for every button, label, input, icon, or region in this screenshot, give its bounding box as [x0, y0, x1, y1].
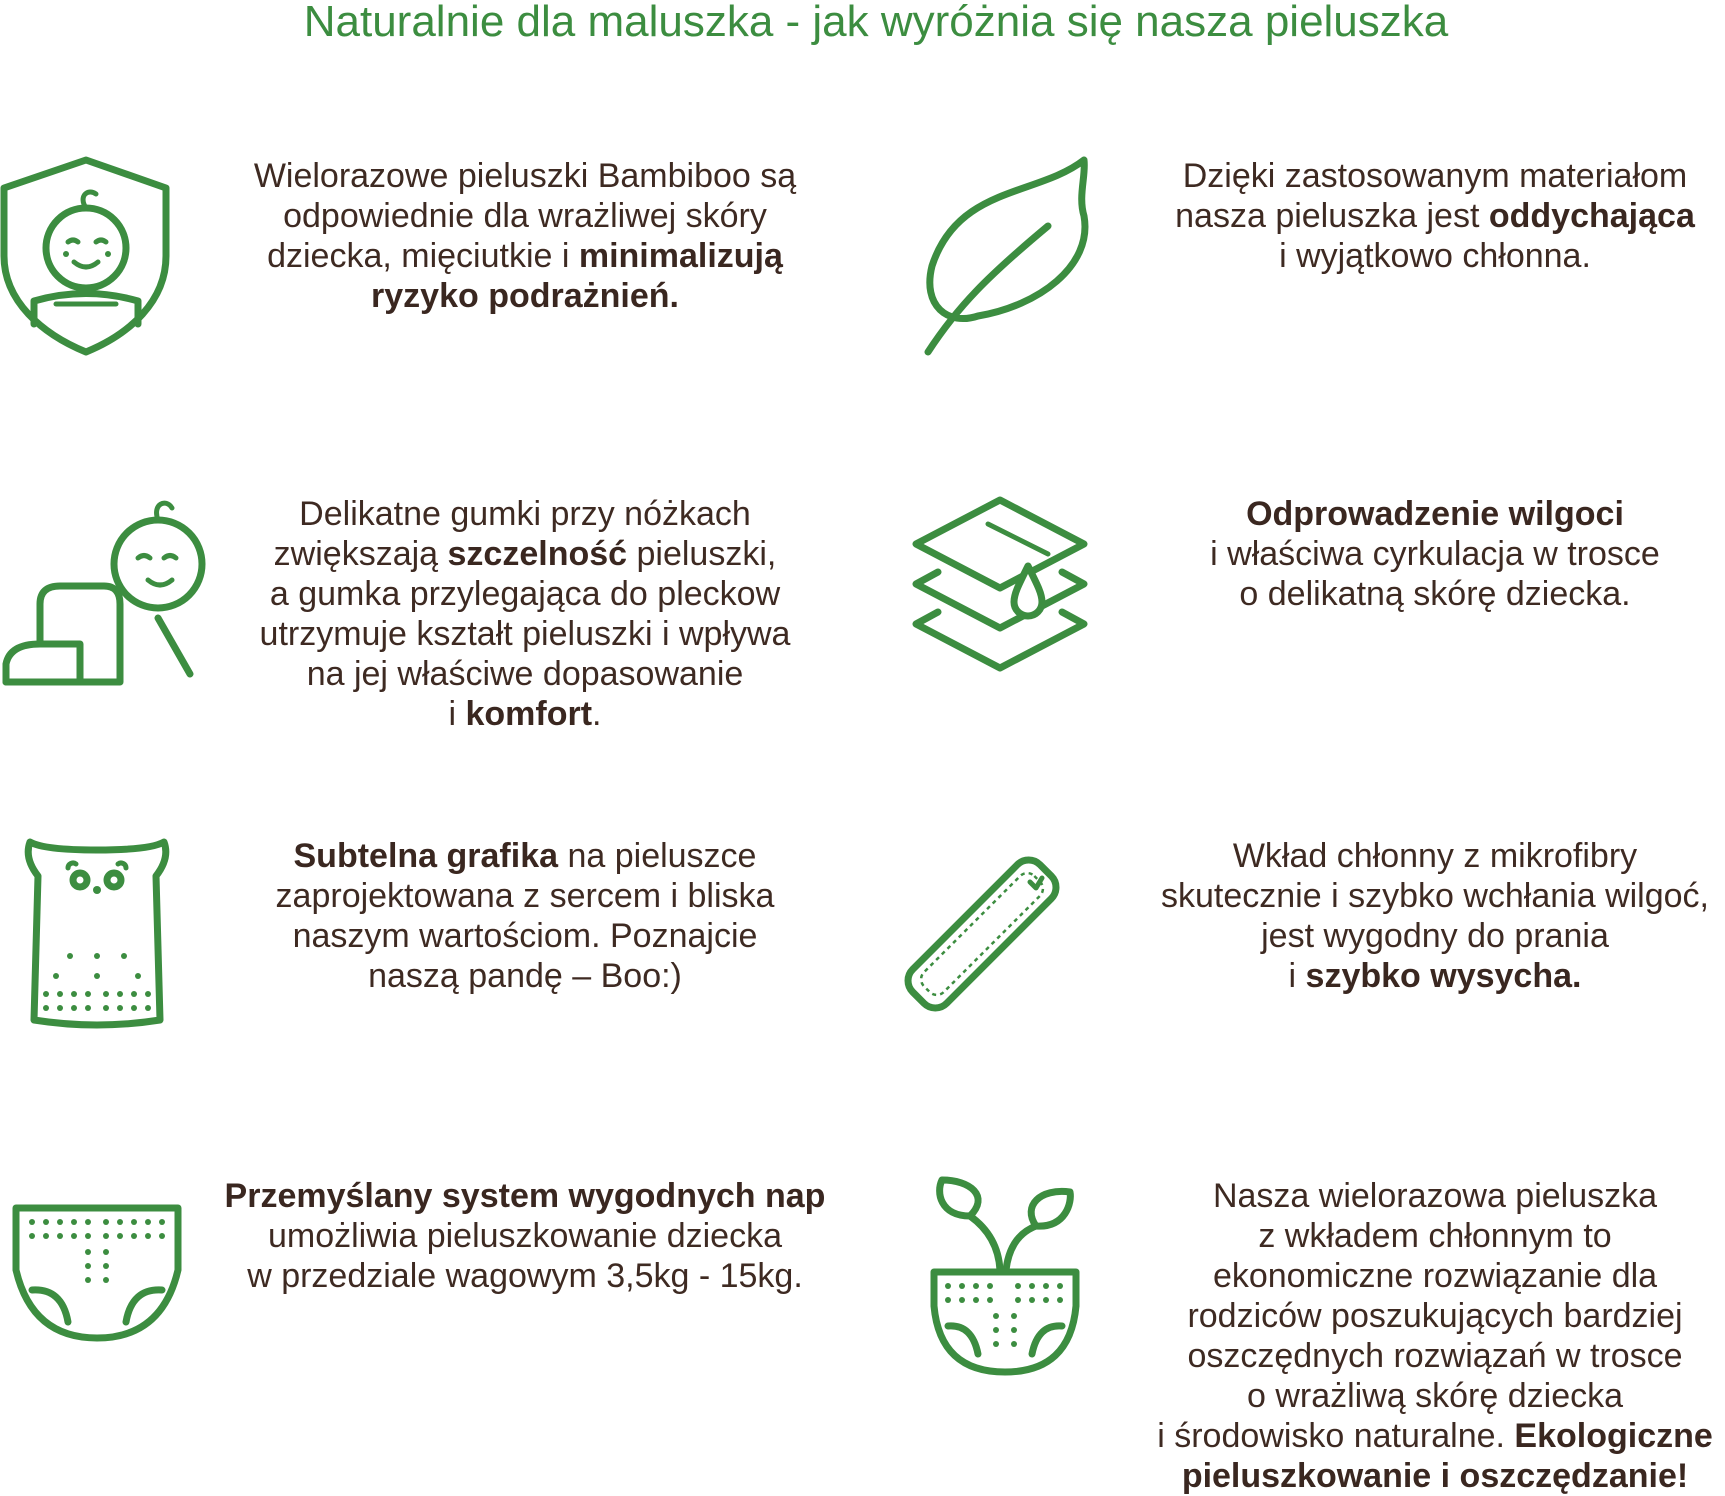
feature-line — [200, 956, 850, 996]
feature-text-2 — [200, 494, 850, 734]
text-segment: zwiększają — [273, 535, 448, 573]
baby-shield-icon — [0, 156, 172, 356]
text-segment: Delikatne gumki przy nóżkach — [299, 495, 751, 533]
feature-line — [200, 276, 850, 316]
bold-text: Przemyślany system wygodnych nap — [224, 1177, 826, 1215]
feature-line — [1110, 916, 1725, 956]
snap-diaper-icon — [12, 1204, 182, 1342]
text-segment: zaprojektowana z sercem i bliska — [275, 877, 775, 915]
feature-text-6 — [200, 1176, 850, 1296]
feature-line — [1110, 1176, 1725, 1216]
text-segment: Nasza wielorazowa pieluszka — [1212, 1177, 1658, 1215]
bold-text: szczelność — [447, 535, 628, 573]
feature-line — [200, 494, 850, 534]
text-segment: dziecka, mięciutkie i — [267, 237, 579, 275]
text-segment: i wyjątkowo chłonna. — [1279, 237, 1591, 275]
bold-text: pieluszkowanie i oszczędzanie! — [1181, 1457, 1689, 1495]
crawling-baby-icon — [0, 494, 206, 694]
layers-drop-icon — [908, 494, 1092, 674]
text-segment: z wkładem chłonnym to — [1258, 1217, 1612, 1255]
bold-text: oddychająca — [1488, 197, 1695, 235]
feature-line — [200, 1216, 850, 1256]
text-segment: o delikatną skórę dziecka. — [1239, 575, 1631, 613]
feature-text-1 — [1110, 156, 1725, 276]
feature-line — [1110, 156, 1725, 196]
text-segment: jest wygodny do prania — [1261, 917, 1609, 955]
feature-text-0 — [200, 156, 850, 316]
feature-text-5 — [1110, 836, 1725, 996]
feature-line — [1110, 1416, 1725, 1456]
text-segment: umożliwia pieluszkowanie dziecka — [267, 1217, 783, 1255]
text-segment: o wrażliwą skórę dziecka — [1246, 1377, 1624, 1415]
text-segment: a gumka przylegająca do pleckow — [269, 575, 781, 613]
text-segment: oszczędnych rozwiązań w trosce — [1187, 1337, 1683, 1375]
feature-text-3 — [1110, 494, 1725, 614]
text-segment: . — [592, 695, 602, 733]
text-segment: skutecznie i szybko wchłania wilgoć, — [1160, 877, 1710, 915]
feature-line — [1110, 534, 1725, 574]
text-segment: i środowisko naturalne. — [1157, 1417, 1515, 1455]
feature-text-4 — [200, 836, 850, 996]
bold-text: komfort — [465, 695, 593, 733]
feature-line — [1110, 1336, 1725, 1376]
text-segment: i właściwa cyrkulacja w trosce — [1210, 535, 1660, 573]
feature-line — [1110, 1456, 1725, 1496]
feature-line — [1110, 956, 1725, 996]
feature-line — [1110, 574, 1725, 614]
text-segment: naszą pandę – Boo:) — [368, 957, 682, 995]
feature-line — [200, 876, 850, 916]
bold-text: Subtelna grafika — [293, 837, 559, 875]
feature-line — [1110, 196, 1725, 236]
feature-line — [200, 196, 850, 236]
feature-line — [1110, 836, 1725, 876]
sprout-diaper-icon — [930, 1176, 1080, 1376]
page-title: Naturalnie dla maluszka - jak wyróżnia się nasza pieluszka — [303, 0, 1449, 46]
panda-diaper-icon — [20, 836, 174, 1032]
text-segment: na pieluszce — [558, 837, 757, 875]
bold-text: ryzyko podrażnień. — [371, 277, 679, 315]
text-segment: Dzięki zastosowanym materiałom — [1182, 157, 1688, 195]
feature-line — [1110, 236, 1725, 276]
text-segment: nasza pieluszka jest — [1175, 197, 1489, 235]
bold-text: Ekologiczne — [1514, 1417, 1713, 1455]
text-segment: rodziców poszukujących bardziej — [1187, 1297, 1683, 1335]
feature-line — [200, 1176, 850, 1216]
bold-text: Odprowadzenie wilgoci — [1246, 495, 1624, 533]
text-segment: utrzymuje kształt pieluszki i wpływa — [259, 615, 791, 653]
feature-line — [200, 836, 850, 876]
feature-line — [200, 156, 850, 196]
text-segment: i — [448, 695, 466, 733]
bold-text: minimalizują — [578, 237, 783, 275]
text-segment: ekonomiczne rozwiązanie dla — [1212, 1257, 1658, 1295]
feature-line — [1110, 494, 1725, 534]
feature-line — [1110, 1376, 1725, 1416]
feature-line — [200, 654, 850, 694]
feature-line — [1110, 1296, 1725, 1336]
feature-line — [200, 694, 850, 734]
feature-text-7 — [1110, 1176, 1725, 1496]
text-segment: pieluszki, — [627, 535, 777, 573]
leaf-icon — [918, 156, 1098, 356]
feature-line — [200, 534, 850, 574]
feature-line — [200, 916, 850, 956]
feature-line — [200, 614, 850, 654]
feature-line — [200, 1256, 850, 1296]
feature-line — [1110, 1216, 1725, 1256]
feature-line — [1110, 876, 1725, 916]
text-segment: Wkład chłonny z mikrofibry — [1232, 837, 1638, 875]
feature-line — [1110, 1256, 1725, 1296]
insert-pad-icon — [914, 856, 1070, 1012]
text-segment: i — [1288, 957, 1306, 995]
feature-line — [200, 236, 850, 276]
text-segment: na jej właściwe dopasowanie — [306, 655, 744, 693]
feature-line — [200, 574, 850, 614]
text-segment: odpowiednie dla wrażliwej skóry — [283, 197, 767, 235]
text-segment: w przedziale wagowym 3,5kg - 15kg. — [247, 1257, 803, 1295]
text-segment: Wielorazowe pieluszki Bambiboo są — [253, 157, 797, 195]
text-segment: naszym wartościom. Poznajcie — [292, 917, 758, 955]
bold-text: szybko wysycha. — [1305, 957, 1582, 995]
